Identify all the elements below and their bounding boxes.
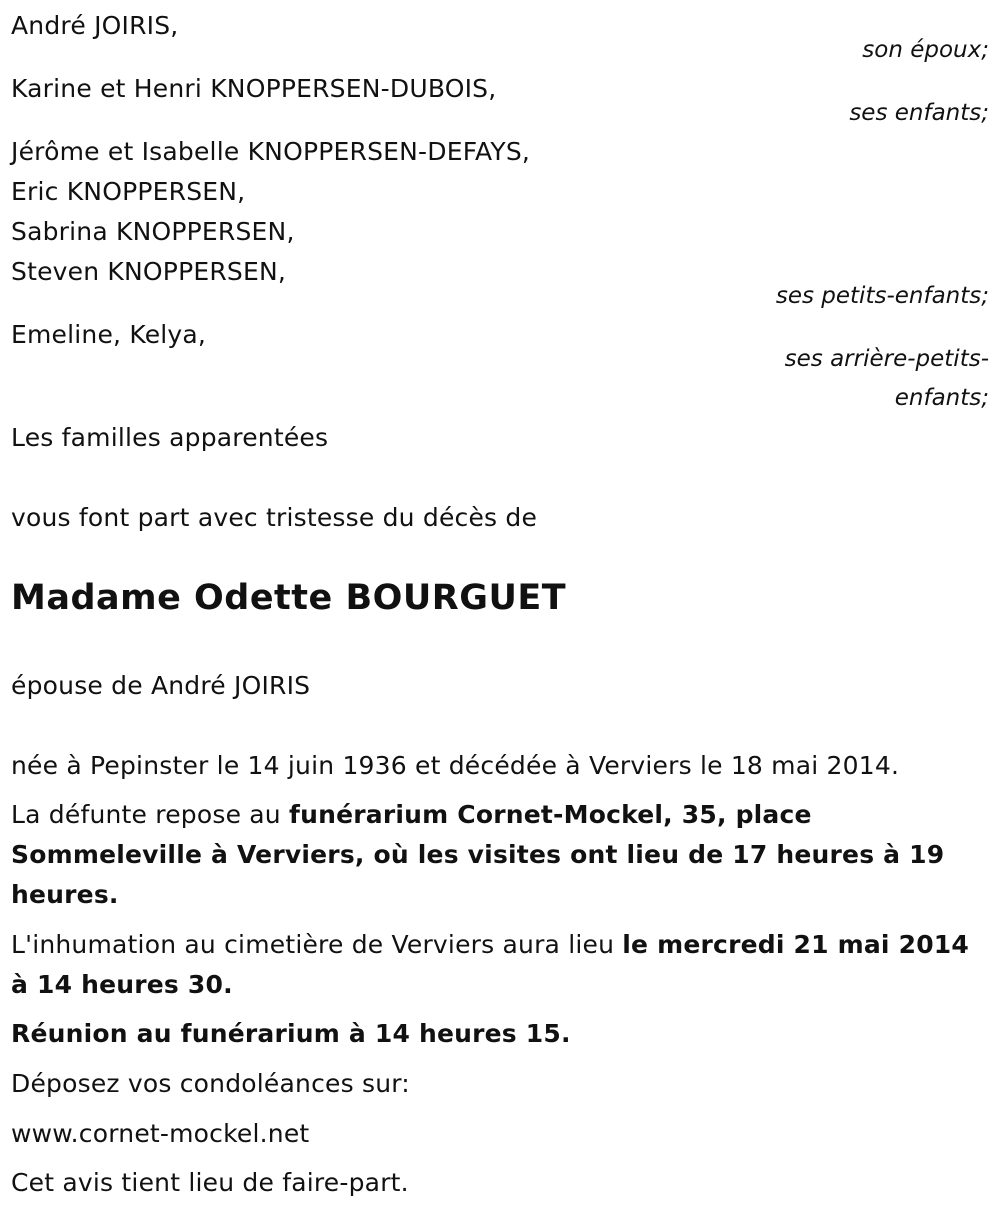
spouse-role: son époux; [862,37,989,63]
repose-location: funérarium Cornet-Mockel, 35, place Sommeleville à Verviers, où les visites ont lieu de 17 heures à 19 heures. [11,800,945,909]
great-grandchildren-name: Emeline, Kelya, [11,320,207,349]
website-link[interactable]: www.cornet-mockel.net [11,1119,310,1148]
closing-note: Cet avis tient lieu de faire-part. [11,1168,409,1197]
great-grandchildren-role-line2: enfants; [894,385,989,411]
related-families: Les familles apparentées [11,423,329,452]
grandchild-name: Steven KNOPPERSEN, [11,257,287,286]
children-role: ses enfants; [849,100,989,126]
birth-death-info: née à Pepinster le 14 juin 1936 et décédée à Verviers le 18 mai 2014. [11,751,900,780]
burial-paragraph [11,925,986,1005]
grandchildren-role: ses petits-enfants; [775,283,989,309]
deceased-name: Madame Odette BOURGUET [11,578,567,618]
spouse-name: André JOIRIS, [11,11,179,40]
burial-prefix: L'inhumation au cimetière de Verviers aura lieu [11,930,623,959]
repose-paragraph [11,795,986,915]
burial-datetime: le mercredi 21 mai 2014 à 14 heures 30. [11,930,969,999]
repose-prefix: La défunte repose au [11,800,290,829]
grandchild-name: Sabrina KNOPPERSEN, [11,217,295,246]
great-grandchildren-role-line1: ses arrière-petits- [784,346,989,372]
grandchild-name: Eric KNOPPERSEN, [11,177,246,206]
announcement-intro: vous font part avec tristesse du décès de [11,503,538,532]
condolences-label: Déposez vos condoléances sur: [11,1069,410,1098]
children-name: Karine et Henri KNOPPERSEN-DUBOIS, [11,74,497,103]
reunion-info: Réunion au funérarium à 14 heures 15. [11,1019,571,1048]
spouse-of: épouse de André JOIRIS [11,671,311,700]
grandchild-name: Jérôme et Isabelle KNOPPERSEN-DEFAYS, [11,137,531,166]
